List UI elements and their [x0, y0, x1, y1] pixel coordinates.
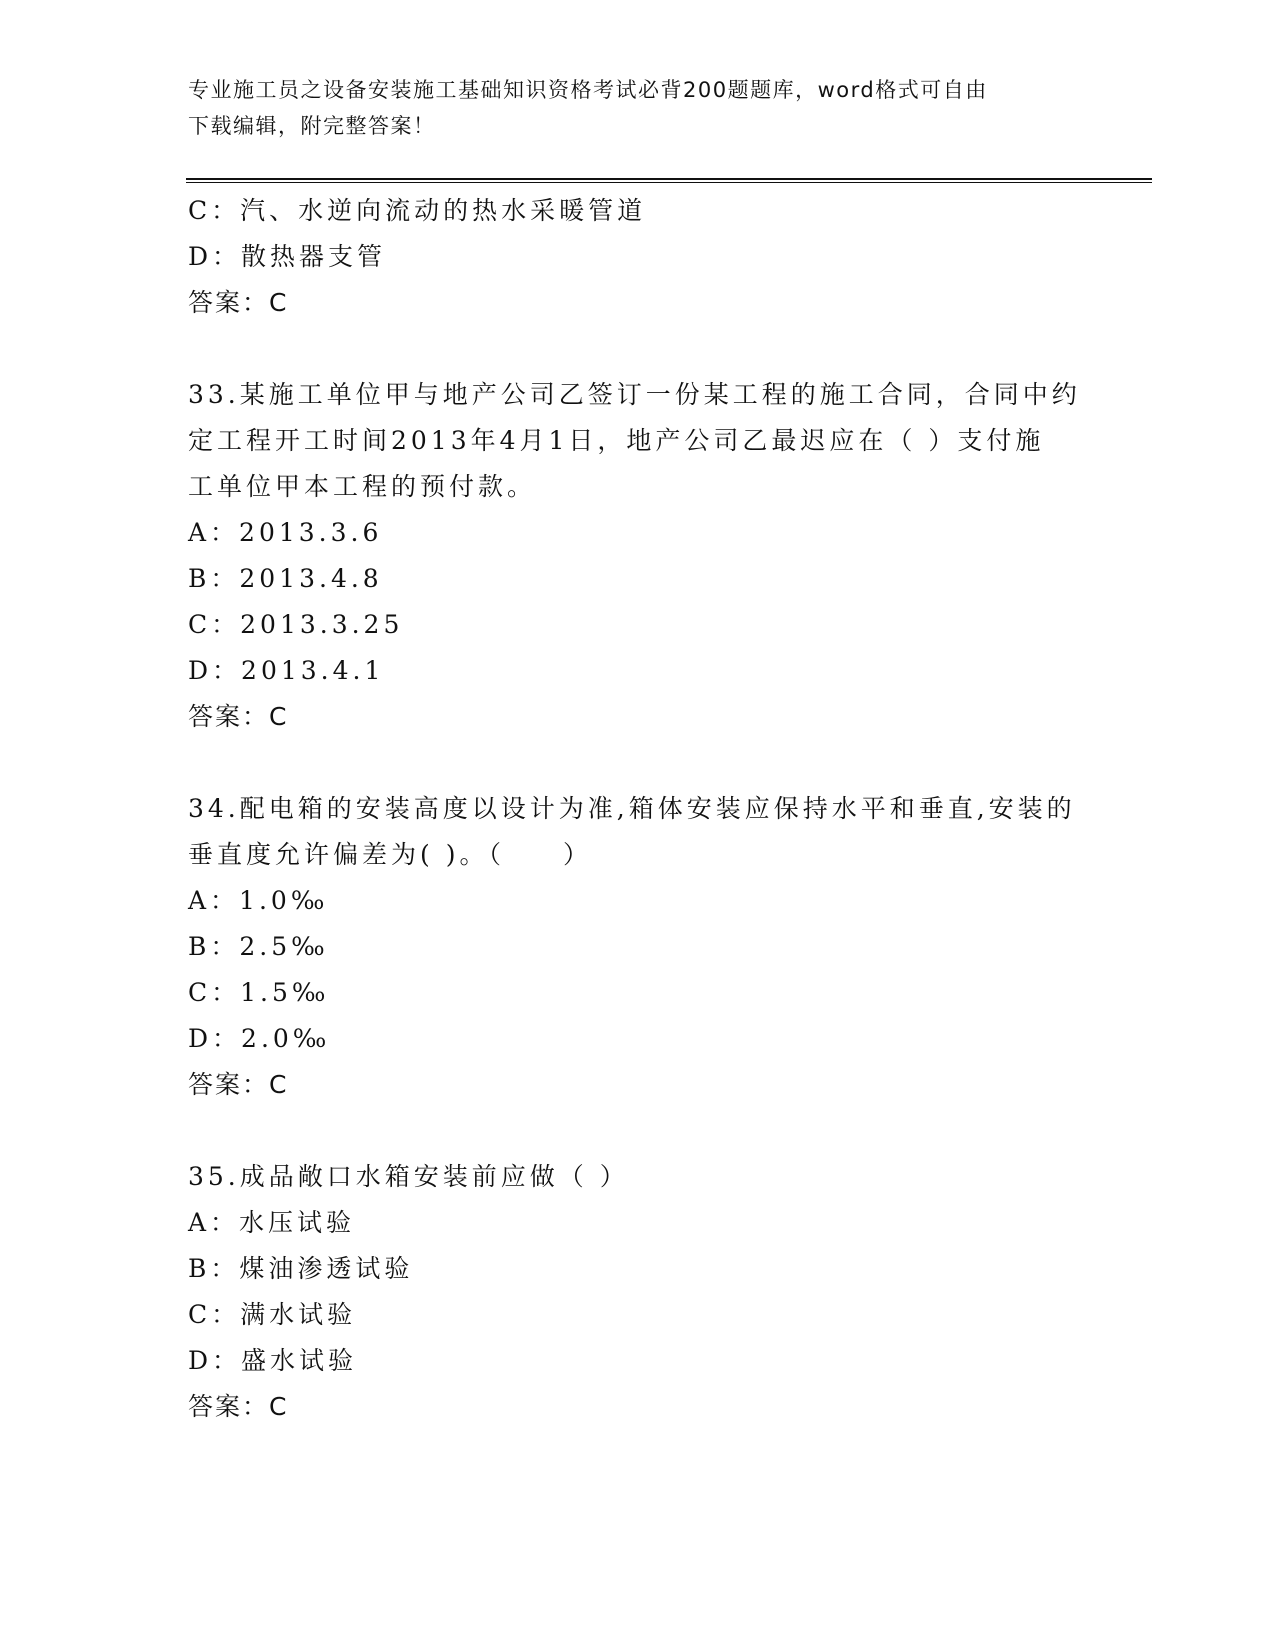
header-divider-thin [186, 182, 1152, 183]
option-c: C：满水试验 [188, 1300, 357, 1329]
question-stem-line: 33.某施工单位甲与地产公司乙签订一份某工程的施工合同，合同中约 [188, 380, 1081, 409]
document-header [188, 72, 1088, 144]
question-stem-line: 定工程开工时间2013年4月1日，地产公司乙最迟应在（ ）支付施 [188, 426, 1045, 455]
question-spacer [188, 740, 1088, 786]
document-body [188, 188, 1088, 1430]
answer-label: 答案：C [188, 288, 289, 317]
option-b: B：煤油渗透试验 [188, 1254, 414, 1283]
question-spacer [188, 1108, 1088, 1154]
option-a: A：1.0‰ [188, 886, 329, 915]
option-a: A：2013.3.6 [188, 518, 383, 547]
question-stem-line: 35.成品敞口水箱安装前应做（ ） [188, 1162, 629, 1191]
header-divider-thick [186, 178, 1152, 180]
option-d: D：盛水试验 [188, 1346, 358, 1375]
option-a: A：水压试验 [188, 1208, 356, 1237]
question-32-tail [188, 188, 1088, 326]
option-d: D：散热器支管 [188, 242, 387, 271]
option-c: C：汽、水逆向流动的热水采暖管道 [188, 196, 647, 225]
question-35 [188, 1154, 1088, 1430]
answer-label: 答案：C [188, 1392, 289, 1421]
question-stem-line: 工单位甲本工程的预付款。 [188, 472, 537, 501]
option-c: C：1.5‰ [188, 978, 330, 1007]
answer-label: 答案：C [188, 1070, 289, 1099]
option-c: C：2013.3.25 [188, 610, 404, 639]
question-spacer [188, 326, 1088, 372]
question-34 [188, 786, 1088, 1108]
option-b: B：2.5‰ [188, 932, 329, 961]
option-d: D：2.0‰ [188, 1024, 331, 1053]
header-line-2: 下载编辑，附完整答案！ [188, 114, 436, 138]
option-b: B：2013.4.8 [188, 564, 383, 593]
question-stem-line: 34.配电箱的安装高度以设计为准,箱体安装应保持水平和垂直,安装的 [188, 794, 1076, 823]
answer-label: 答案：C [188, 702, 289, 731]
option-d: D：2013.4.1 [188, 656, 385, 685]
question-33 [188, 372, 1088, 740]
question-stem-line: 垂直度允许偏差为( )。（ ） [188, 840, 592, 869]
header-line-1: 专业施工员之设备安装施工基础知识资格考试必背200题题库，word格式可自由 [188, 78, 988, 102]
